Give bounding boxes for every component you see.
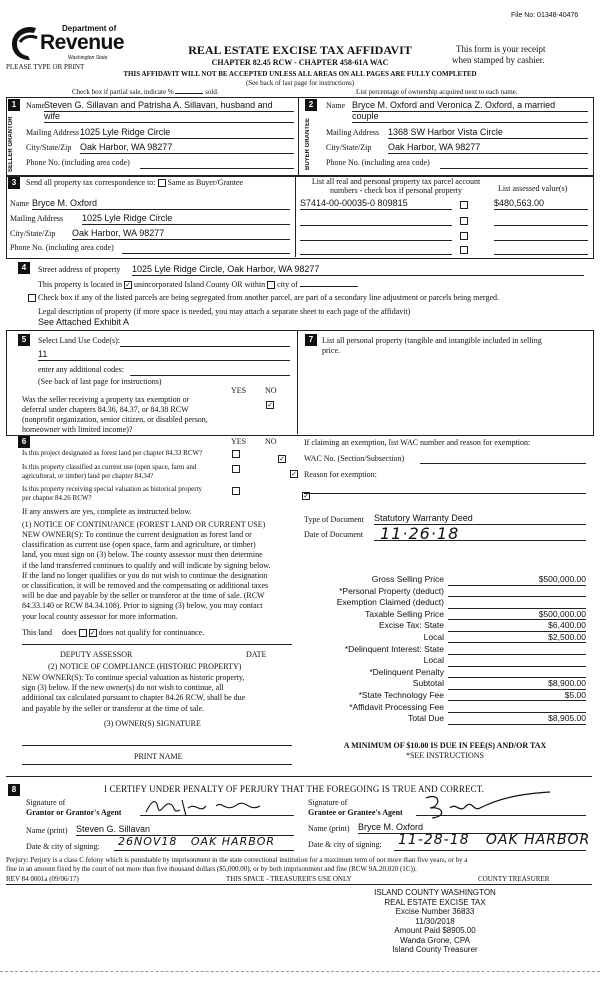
additional-codes-field[interactable] bbox=[130, 364, 290, 376]
parcel-field-4[interactable] bbox=[300, 243, 452, 255]
forest-q1-yes-checkbox[interactable] bbox=[232, 450, 240, 458]
dor-logo bbox=[6, 22, 126, 66]
tax-row-value[interactable] bbox=[448, 655, 586, 667]
tax-row bbox=[304, 702, 590, 714]
personal-property-label bbox=[322, 336, 542, 356]
dept-name: Revenue bbox=[40, 31, 125, 54]
partial-sale bbox=[72, 88, 219, 96]
grantee-agent-label: Grantee or Grantee's Agent bbox=[308, 808, 403, 817]
stamp-line: Island County Treasurer bbox=[392, 945, 478, 954]
tax-row-value[interactable]: $6,400.00 bbox=[448, 620, 586, 632]
notice-2-line: sign (3) below. If the new owner(s) do not wish to continue, all bbox=[22, 683, 224, 693]
reason-label: Reason for exemption: bbox=[304, 470, 377, 479]
buyer-mail-field[interactable]: 1368 SW Harbor Vista Circle bbox=[388, 127, 588, 139]
stamp-line: 11/30/2018 bbox=[415, 916, 455, 926]
dept-top: Department of bbox=[62, 24, 117, 33]
tax-row-label: Local bbox=[423, 655, 444, 666]
landuse-no-head: NO bbox=[265, 386, 277, 395]
legal-field[interactable]: See Attached Exhibit A bbox=[38, 317, 130, 327]
notice-1-line: if the land transferred continues to qualify and will indicate by signing below. bbox=[22, 560, 271, 570]
this-land-label: This land bbox=[22, 628, 52, 637]
section-8-number: 8 bbox=[8, 784, 20, 796]
stamp-line: ISLAND COUNTY WASHINGTON bbox=[374, 888, 496, 897]
county-treasurer-label: COUNTY TREASURER bbox=[478, 875, 550, 883]
section-2-number: 2 bbox=[305, 99, 317, 111]
treasurer-use: THIS SPACE - TREASURER'S USE ONLY bbox=[226, 875, 352, 883]
notice-1-line: classification as current use (open space, farm and agriculture, or timber) bbox=[22, 540, 256, 550]
seller-mail-label: Mailing Address bbox=[26, 128, 80, 137]
parcel-2-personal-checkbox[interactable] bbox=[460, 217, 468, 225]
city-of-label: city of bbox=[277, 280, 298, 289]
stamp-line: Wanda Grone, CPA bbox=[400, 935, 470, 945]
grantor-date-field[interactable]: 26NOV18 OAK HARBOR bbox=[118, 835, 276, 848]
perjury-line-1: Perjury: Perjury is a class C felony which is punishable by imprisonment in the state correctional institution for a maximum term of not more than five years, or by a bbox=[6, 856, 468, 864]
buyer-city-label: City/State/Zip bbox=[326, 143, 372, 152]
notice-2-body bbox=[22, 673, 245, 714]
seller-name-field-2[interactable]: wife bbox=[44, 111, 294, 123]
tax-row-value[interactable]: $500,000.00 bbox=[448, 574, 586, 586]
buyer-phone-field[interactable] bbox=[440, 157, 588, 169]
does-label: does bbox=[62, 628, 77, 637]
wac-field[interactable] bbox=[420, 453, 586, 464]
tax-row bbox=[304, 632, 590, 644]
seller-city-label: City/State/Zip bbox=[26, 143, 72, 152]
receipt-line-1: This form is your receipt bbox=[456, 44, 546, 54]
tax-row bbox=[304, 644, 590, 656]
form-chapter: CHAPTER 82.45 RCW - CHAPTER 458-61A WAC bbox=[211, 58, 389, 67]
tax-table bbox=[304, 574, 590, 725]
grantee-name-field[interactable]: Bryce M. Oxford bbox=[358, 822, 586, 834]
landuse-label: Select Land Use Code(s): bbox=[38, 336, 120, 345]
landuse-code-field[interactable]: 11 bbox=[38, 349, 290, 361]
doc-date-label: Date of Document bbox=[304, 530, 364, 539]
notice-2-title: (2) NOTICE OF COMPLIANCE (HISTORIC PROPERTY) bbox=[48, 662, 242, 671]
correspondence-label bbox=[26, 178, 243, 187]
perjury-line-2: fine in an amount fixed by the court of not more than five thousand dollars ($5,000.00), or by both imprisonment and fine (RCW 9A.20.020 (1C)). bbox=[6, 865, 417, 873]
warning: THIS AFFIDAVIT WILL NOT BE ACCEPTED UNLESS ALL AREAS ON ALL PAGES ARE FULLY COMPLETED bbox=[123, 70, 477, 78]
deputy-assessor-label: DEPUTY ASSESSOR bbox=[60, 650, 133, 659]
section-6-number: 6 bbox=[18, 436, 30, 448]
treasurer-stamp bbox=[350, 888, 520, 955]
personal-label-1: List all personal property (tangible and intangible included in selling bbox=[322, 336, 542, 345]
forest-q1: Is this project designated as forest land per chapter 84.33 RCW? bbox=[22, 449, 203, 457]
tax-row bbox=[304, 597, 590, 609]
does-checkbox[interactable] bbox=[79, 629, 87, 637]
forest-q3-line-1: Is this property receiving special valuation as historical property bbox=[22, 485, 203, 493]
deputy-date-label: DATE bbox=[246, 650, 267, 659]
print-name-label: PRINT NAME bbox=[134, 752, 183, 761]
partial-sale-label: Check box if partial sale, indicate % bbox=[72, 88, 174, 96]
grantor-agent-label: Grantor or Grantor's Agent bbox=[26, 808, 122, 817]
buyer-name-label: Name bbox=[326, 101, 346, 110]
form-title: REAL ESTATE EXCISE TAX AFFIDAVIT bbox=[188, 43, 412, 57]
notice-1-line: 84.33.140 or RCW 84.34.108). Prior to signing (3) below, you may contact bbox=[22, 601, 263, 611]
perjury-notice bbox=[6, 856, 596, 874]
forest-q2 bbox=[22, 463, 196, 481]
does-not-label: does not qualify for continuance. bbox=[98, 628, 205, 637]
tax-row-value[interactable]: $8,900.00 bbox=[448, 678, 586, 690]
tax-row-label: Total Due bbox=[408, 713, 444, 724]
seller-phone-field[interactable] bbox=[140, 157, 294, 169]
forest-q3-line-2: per chapter 84.26 RCW? bbox=[22, 494, 92, 502]
list-pct: List percentage of ownership acquired next to each name. bbox=[356, 88, 518, 96]
corr-name-label: Name bbox=[10, 199, 30, 208]
assessed-head: List assessed value(s) bbox=[498, 184, 568, 193]
grantee-date-label: Date & city of signing: bbox=[308, 840, 382, 849]
forest-q3-yes-checkbox[interactable] bbox=[232, 487, 240, 495]
notice-1-body bbox=[22, 530, 297, 622]
reason-field[interactable] bbox=[304, 493, 586, 494]
notice-3-title: (3) OWNER(S) SIGNATURE bbox=[104, 719, 201, 728]
forest-no-head: NO bbox=[265, 437, 277, 446]
street-field[interactable]: 1025 Lyle Ridge Circle, Oak Harbor, WA 98277 bbox=[132, 264, 584, 276]
file-number: File No: 01348-40476 bbox=[511, 12, 579, 19]
stamp-line: Excise Number 36833 bbox=[395, 907, 475, 916]
segregate-label: Check box if any of the listed parcels are being segregated from another parcel, are part of a secondary line adjustment or parcels being merged. bbox=[38, 293, 499, 302]
buyer-mail-label: Mailing Address bbox=[326, 128, 380, 137]
tax-row bbox=[304, 690, 590, 702]
wac-label: WAC No. (Section/Subsection) bbox=[304, 454, 405, 463]
tax-rows bbox=[304, 574, 590, 725]
tax-row bbox=[304, 586, 590, 598]
tax-row-label: *Delinquent Penalty bbox=[369, 666, 444, 677]
grantor-date-label: Date & city of signing: bbox=[26, 842, 100, 851]
seller-city-field[interactable]: Oak Harbor, WA 98277 bbox=[80, 142, 294, 154]
tax-row bbox=[304, 678, 590, 690]
grantor-name-field[interactable]: Steven G. Sillavan bbox=[76, 824, 294, 836]
notice-1-line: will be due and payable by the seller or transferor at the time of sale. (RCW bbox=[22, 591, 265, 601]
seller-phone-label: Phone No. (including area code) bbox=[26, 158, 130, 167]
forest-q2-line-2: agricultural, or timber) land per chapter 84.34? bbox=[22, 472, 154, 480]
segregate-checkbox[interactable] bbox=[28, 294, 36, 302]
parcel-1-personal-checkbox[interactable] bbox=[460, 201, 468, 209]
corr-mail-label: Mailing Address bbox=[10, 214, 64, 223]
notice-1-title: (1) NOTICE OF CONTINUANCE (FOREST LAND OR CURRENT USE) bbox=[22, 520, 266, 529]
parcel-field-1[interactable]: S7414-00-00035-0 809815 bbox=[300, 198, 452, 210]
tax-row bbox=[304, 667, 590, 679]
stamp-line: REAL ESTATE EXCISE TAX bbox=[384, 897, 486, 907]
section-4-number: 4 bbox=[18, 262, 30, 274]
seller-mail-field[interactable]: 1025 Lyle Ridge Circle bbox=[80, 127, 294, 139]
corr-city-label: City/State/Zip bbox=[10, 229, 56, 238]
segregate-line bbox=[28, 293, 499, 302]
forest-q1-no-checkbox[interactable]: ✓ bbox=[279, 455, 285, 464]
parcel-field-3[interactable] bbox=[300, 229, 452, 241]
parcel-field-2[interactable] bbox=[300, 214, 452, 226]
please-type: PLEASE TYPE OR PRINT bbox=[6, 63, 85, 71]
notice-1-line: or classification, it will be removed and the compensating or additional taxes bbox=[22, 581, 269, 591]
forest-q3 bbox=[22, 485, 202, 503]
within-city-checkbox[interactable] bbox=[267, 281, 275, 289]
assessed-field-1[interactable]: $480,563.00 bbox=[494, 198, 588, 210]
section-3-number: 3 bbox=[8, 177, 20, 189]
owner-print-name-line[interactable] bbox=[22, 764, 292, 765]
tax-row bbox=[304, 574, 590, 586]
parcels-head-1: List all real and personal property tax parcel account bbox=[311, 177, 481, 186]
corr-phone-field[interactable] bbox=[122, 242, 290, 254]
assessed-field-2[interactable] bbox=[494, 214, 588, 226]
additional-codes-label: enter any additional codes: bbox=[38, 365, 124, 374]
located-label: This property is located in bbox=[38, 280, 122, 289]
exemption-no-checkbox[interactable]: ✓ bbox=[267, 401, 273, 410]
same-as-buyer-checkbox[interactable] bbox=[158, 179, 166, 187]
grantee-signature-icon bbox=[420, 790, 570, 822]
doc-type-field[interactable]: Statutory Warranty Deed bbox=[374, 513, 586, 525]
grantor-signature-icon bbox=[142, 794, 272, 820]
see-back: (See back of last page for instructions) bbox=[245, 79, 355, 87]
rev-number: REV 84 0001a (09/06/17) bbox=[6, 875, 79, 883]
grantor-sig-of: Signature of bbox=[26, 798, 66, 807]
if-yes-text: If any answers are yes, complete as instructed below. bbox=[22, 507, 192, 516]
notice-1-line: your local county assessor for more information. bbox=[22, 611, 178, 621]
grantor-name-label: Name (print) bbox=[26, 826, 68, 835]
grantee-date-field[interactable]: 11-28-18 OAK HARBOR bbox=[398, 832, 591, 848]
notice-1-line: NEW OWNER(S): To continue the current designation as forest land or bbox=[22, 530, 252, 539]
notice-2-line: NEW OWNER(S): To continue special valuation as historic property, bbox=[22, 673, 245, 682]
section-7-number: 7 bbox=[305, 334, 317, 346]
forest-q2-no-checkbox[interactable]: ✓ bbox=[291, 470, 297, 479]
tax-row-label: Exemption Claimed (deduct) bbox=[336, 597, 444, 608]
located-line bbox=[38, 280, 358, 289]
seller-name-field[interactable]: Steven G. Sillavan and Patrisha A. Sillavan, husband and bbox=[44, 100, 294, 112]
dept-state: Washington State bbox=[68, 55, 108, 61]
owner-signature-line[interactable] bbox=[22, 745, 292, 746]
parcel-3-personal-checkbox[interactable] bbox=[460, 232, 468, 240]
corr-phone-label: Phone No. (including area code) bbox=[10, 243, 114, 252]
buyer-name-field[interactable]: Bryce M. Oxford and Veronica Z. Oxford, a married bbox=[352, 100, 588, 112]
exemption-question bbox=[22, 395, 208, 435]
forest-q3-no-checkbox[interactable]: ✓ bbox=[303, 492, 309, 501]
see-instructions: *SEE INSTRUCTIONS bbox=[405, 751, 484, 760]
section-1-number: 1 bbox=[8, 99, 20, 111]
doc-type-label: Type of Document bbox=[304, 515, 364, 524]
exemption-q-line-3: (nonprofit organization, senior citizen, or disabled person, bbox=[22, 415, 208, 424]
tax-row-value[interactable] bbox=[448, 586, 586, 598]
doc-date-field[interactable]: 11·26·18 bbox=[380, 524, 460, 543]
tax-row-value[interactable] bbox=[448, 667, 586, 679]
seller-side-label: SELLER GRANTOR bbox=[8, 116, 14, 172]
tax-row-label: *Affidavit Processing Fee bbox=[349, 701, 444, 712]
seller-name-label: Name bbox=[26, 101, 46, 110]
buyer-side-label: BUYER GRANTEE bbox=[305, 118, 311, 171]
grantee-name-label: Name (print) bbox=[308, 824, 350, 833]
corr-name-field[interactable]: Bryce M. Oxford bbox=[32, 198, 290, 210]
buyer-name-field-2[interactable]: couple bbox=[352, 111, 588, 123]
tax-row bbox=[304, 609, 590, 621]
street-label: Street address of property bbox=[38, 265, 121, 274]
partial-sold-label: sold. bbox=[205, 88, 219, 96]
personal-label-2: price. bbox=[322, 346, 340, 355]
tax-row-label: Subtotal bbox=[412, 678, 444, 689]
notice-2-line: and payable by the seller or transferor at the time of sale. bbox=[22, 703, 205, 713]
tax-row-value[interactable] bbox=[448, 702, 586, 714]
buyer-city-field[interactable]: Oak Harbor, WA 98277 bbox=[388, 142, 588, 154]
tax-row-label: Taxable Selling Price bbox=[365, 608, 444, 619]
certify-statement: I CERTIFY UNDER PENALTY OF PERJURY THAT THE FOREGOING IS TRUE AND CORRECT. bbox=[104, 784, 484, 794]
receipt-line-2: when stamped by cashier. bbox=[452, 55, 545, 65]
exemption-claim-label: If claiming an exemption, list WAC number and reason for exemption: bbox=[304, 438, 531, 447]
tax-row-value[interactable]: $2,500.00 bbox=[448, 632, 586, 644]
stamp-line: Amount Paid $8905.00 bbox=[394, 926, 476, 935]
legal-label: Legal description of property (if more space is needed, you may attach a separate sheet to each page of the affidavit) bbox=[38, 307, 411, 316]
notice-1-line: land, you must sign on (3) below. The county assessor must then determine bbox=[22, 550, 263, 560]
same-as-buyer-label: Same as Buyer/Grantee bbox=[167, 178, 244, 187]
assessed-field-3[interactable] bbox=[494, 229, 588, 241]
city-of-field[interactable] bbox=[300, 286, 358, 287]
tax-row-label: Gross Selling Price bbox=[371, 574, 444, 584]
minimum-fee-note: A MINIMUM OF $10.00 IS DUE IN FEE(S) AND/OR TAX bbox=[343, 741, 547, 750]
parcel-4-personal-checkbox[interactable] bbox=[460, 246, 468, 254]
correspondence-label-text: Send all property tax correspondence to: bbox=[26, 178, 156, 187]
continuance-line bbox=[22, 628, 204, 637]
assessed-field-4[interactable] bbox=[494, 243, 588, 255]
landuse-see-back: (See back of last page for instructions) bbox=[38, 377, 162, 386]
forest-q2-line-1: Is this property classified as current use (open space, farm and bbox=[22, 463, 197, 471]
exemption-q-line-2: deferral under chapters 84.36, 84.37, or 84.38 RCW bbox=[22, 405, 189, 414]
unincorporated-checkbox[interactable]: ✓ bbox=[125, 281, 131, 290]
corr-city-field[interactable]: Oak Harbor, WA 98277 bbox=[72, 228, 290, 240]
corr-mail-field[interactable]: 1025 Lyle Ridge Circle bbox=[82, 213, 290, 225]
tax-row-value[interactable] bbox=[448, 597, 586, 609]
tax-row bbox=[304, 620, 590, 632]
deputy-signature-line[interactable] bbox=[22, 644, 292, 645]
tax-row-label: Local bbox=[423, 631, 444, 642]
tax-row-value[interactable]: $8,905.00 bbox=[448, 713, 586, 725]
tax-row-value[interactable]: $5.00 bbox=[448, 690, 586, 702]
tax-row-value[interactable]: $500,000.00 bbox=[448, 609, 586, 621]
landuse-yes-head: YES bbox=[231, 386, 247, 395]
tax-row-value[interactable] bbox=[448, 644, 586, 656]
forest-yes-head: YES bbox=[231, 437, 247, 446]
exemption-q-line-1: Was the seller receiving a property tax exemption or bbox=[22, 395, 190, 404]
notice-1-line: If the land no longer qualifies or you do not wish to continue the designation bbox=[22, 570, 268, 580]
exemption-q-line-4: homeowner with limited income)? bbox=[22, 425, 133, 434]
located-county-label: unincorporated Island County OR within bbox=[133, 280, 266, 289]
notice-2-line: additional tax calculated pursuant to chapter 84.26 RCW, shall be due bbox=[22, 693, 246, 703]
forest-q2-yes-checkbox[interactable] bbox=[232, 465, 240, 473]
parcels-head-2: numbers - check box if personal property bbox=[330, 186, 462, 195]
tax-row bbox=[304, 655, 590, 667]
section-5-number: 5 bbox=[18, 334, 30, 346]
tax-row-label: *Delinquent Interest: State bbox=[344, 643, 444, 654]
tax-row bbox=[304, 713, 590, 725]
does-not-checkbox[interactable]: ✓ bbox=[89, 629, 96, 638]
tax-row-label: Excise Tax: State bbox=[378, 620, 444, 631]
partial-pct-field[interactable] bbox=[175, 93, 203, 94]
buyer-phone-label: Phone No. (including area code) bbox=[326, 158, 430, 167]
grantee-sig-of: Signature of bbox=[308, 798, 348, 807]
tax-row-label: *State Technology Fee bbox=[358, 689, 444, 700]
tax-row-label: *Personal Property (deduct) bbox=[339, 585, 444, 596]
